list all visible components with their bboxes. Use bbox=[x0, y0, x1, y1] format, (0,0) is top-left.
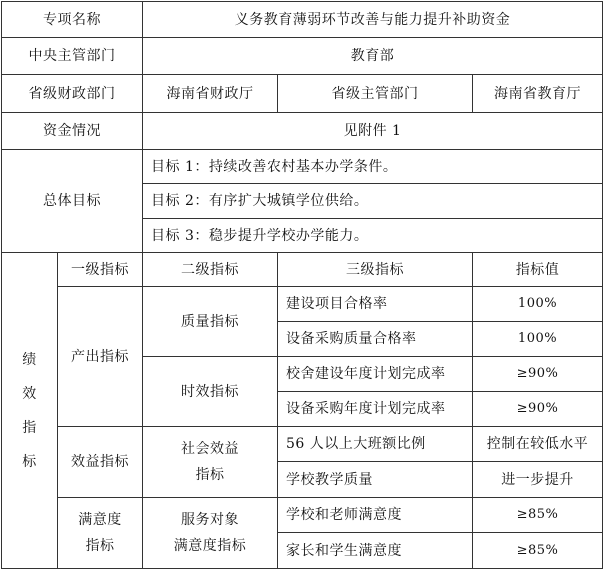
output-indicator: 产出指标 bbox=[58, 287, 143, 427]
indicator-name: 建设项目合格率 bbox=[278, 287, 473, 322]
indicator-value: ≥85% bbox=[473, 498, 603, 533]
provincial-finance-label: 省级财政部门 bbox=[2, 75, 143, 113]
indicator-value: 进一步提升 bbox=[473, 462, 603, 498]
overall-goal-label: 总体目标 bbox=[2, 150, 143, 253]
indicator-value: 100% bbox=[473, 322, 603, 357]
central-dept-label: 中央主管部门 bbox=[2, 38, 143, 75]
header-level1: 一级指标 bbox=[58, 253, 143, 287]
indicator-name: 学校和老师满意度 bbox=[278, 498, 473, 533]
perf-char-4: 标 bbox=[22, 453, 37, 470]
indicator-value: ≥85% bbox=[473, 533, 603, 569]
social-benefit-indicator bbox=[143, 427, 278, 498]
indicator-name: 56 人以上大班额比例 bbox=[278, 427, 473, 462]
perf-char-2: 效 bbox=[22, 385, 37, 402]
satisfaction-line-1: 满意度 bbox=[78, 512, 122, 528]
perf-char-1: 绩 bbox=[22, 351, 37, 368]
central-dept-value: 教育部 bbox=[143, 38, 603, 75]
header-value: 指标值 bbox=[473, 253, 603, 287]
satisfaction-indicator bbox=[58, 498, 143, 569]
header-level3: 三级指标 bbox=[278, 253, 473, 287]
benefit-indicator: 效益指标 bbox=[58, 427, 143, 498]
central-dept-row bbox=[2, 38, 603, 75]
social-benefit-line-1: 社会效益 bbox=[181, 441, 239, 457]
indicator-value: 控制在较低水平 bbox=[473, 427, 603, 462]
satisfaction-line-2: 指标 bbox=[85, 538, 115, 554]
indicator-value: ≥90% bbox=[473, 357, 603, 392]
project-name-value: 义务教育薄弱环节改善与能力提升补助资金 bbox=[143, 2, 603, 38]
funds-label: 资金情况 bbox=[2, 113, 143, 150]
table-row bbox=[2, 287, 603, 322]
project-name-label: 专项名称 bbox=[2, 2, 143, 38]
project-name-row bbox=[2, 2, 603, 38]
provincial-finance-value: 海南省财政厅 bbox=[143, 75, 278, 113]
indicator-value: ≥90% bbox=[473, 392, 603, 427]
header-level2: 二级指标 bbox=[143, 253, 278, 287]
goal-row-1 bbox=[2, 150, 603, 184]
goal-2: 目标 2：有序扩大城镇学位供给。 bbox=[143, 184, 603, 219]
indicator-name: 家长和学生满意度 bbox=[278, 533, 473, 569]
indicator-name: 设备采购年度计划完成率 bbox=[278, 392, 473, 427]
provincial-dept-value: 海南省教育厅 bbox=[473, 75, 603, 113]
indicator-header-row bbox=[2, 253, 603, 287]
provincial-dept-row bbox=[2, 75, 603, 113]
social-benefit-line-2: 指标 bbox=[195, 467, 225, 483]
indicator-value: 100% bbox=[473, 287, 603, 322]
table-row bbox=[2, 498, 603, 533]
goal-1: 目标 1：持续改善农村基本办学条件。 bbox=[143, 150, 603, 184]
perf-char-3: 指 bbox=[22, 419, 37, 436]
service-satisfaction-line-1: 服务对象 bbox=[181, 512, 239, 528]
funds-row bbox=[2, 113, 603, 150]
provincial-dept-label: 省级主管部门 bbox=[278, 75, 473, 113]
goal-3: 目标 3：稳步提升学校办学能力。 bbox=[143, 219, 603, 253]
service-satisfaction-indicator bbox=[143, 498, 278, 569]
indicator-name: 设备采购质量合格率 bbox=[278, 322, 473, 357]
service-satisfaction-line-2: 满意度指标 bbox=[173, 538, 247, 554]
performance-indicator-label bbox=[2, 253, 58, 569]
performance-goal-table bbox=[1, 1, 603, 569]
table-row bbox=[2, 427, 603, 462]
quality-indicator: 质量指标 bbox=[143, 287, 278, 357]
indicator-name: 校舍建设年度计划完成率 bbox=[278, 357, 473, 392]
indicator-name: 学校教学质量 bbox=[278, 462, 473, 498]
funds-value: 见附件 1 bbox=[143, 113, 603, 150]
timeliness-indicator: 时效指标 bbox=[143, 357, 278, 427]
